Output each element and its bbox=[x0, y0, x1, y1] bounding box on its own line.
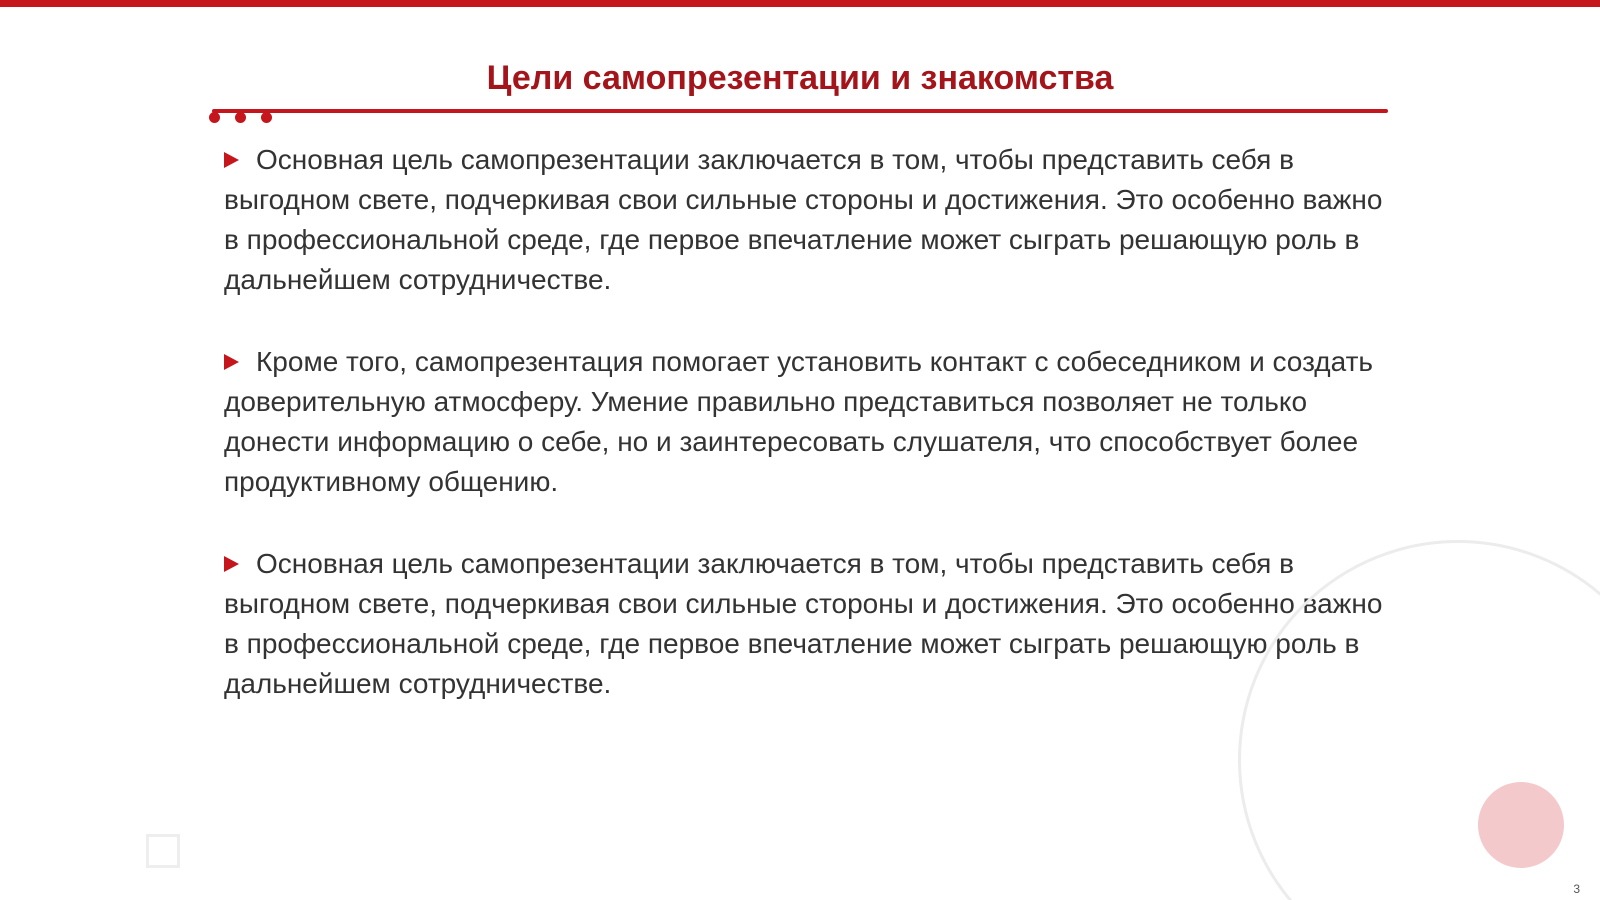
decorative-circle bbox=[1478, 782, 1564, 868]
bullet-text: Основная цель самопрезентации заключается в том, чтобы представить себя в выгодном свете, подчеркивая свои сильные стороны и достижения. Это особенно важно в профессиональной среде, где первое впечатление может сыграть решающую роль в дальнейшем сотрудничестве. bbox=[224, 548, 1383, 699]
title-underline bbox=[212, 109, 1388, 113]
top-accent-bar bbox=[0, 0, 1600, 7]
triangle-bullet-icon bbox=[224, 152, 239, 168]
page-number: 3 bbox=[1573, 882, 1580, 896]
bullet-text: Основная цель самопрезентации заключается в том, чтобы представить себя в выгодном свете, подчеркивая свои сильные стороны и достижения. Это особенно важно в профессиональной среде, где первое впечатление может сыграть решающую роль в дальнейшем сотрудничестве. bbox=[224, 144, 1383, 295]
triangle-bullet-icon bbox=[224, 556, 239, 572]
bullet-item bbox=[224, 544, 1394, 704]
underline-dot bbox=[235, 112, 246, 123]
underline-dot bbox=[209, 112, 220, 123]
decorative-square bbox=[146, 834, 180, 868]
slide-title: Цели самопрезентации и знакомства bbox=[486, 59, 1114, 97]
bullet-text: Кроме того, самопрезентация помогает установить контакт с собеседником и создать доверительную атмосферу. Умение правильно представиться позволяет не только донести информацию о себе, но и заинтересовать слушателя, что способствует более продуктивному общению. bbox=[224, 346, 1373, 497]
triangle-bullet-icon bbox=[224, 354, 239, 370]
bullet-item bbox=[224, 140, 1394, 300]
underline-dot bbox=[261, 112, 272, 123]
bullet-list bbox=[224, 140, 1394, 746]
bullet-item bbox=[224, 342, 1394, 502]
